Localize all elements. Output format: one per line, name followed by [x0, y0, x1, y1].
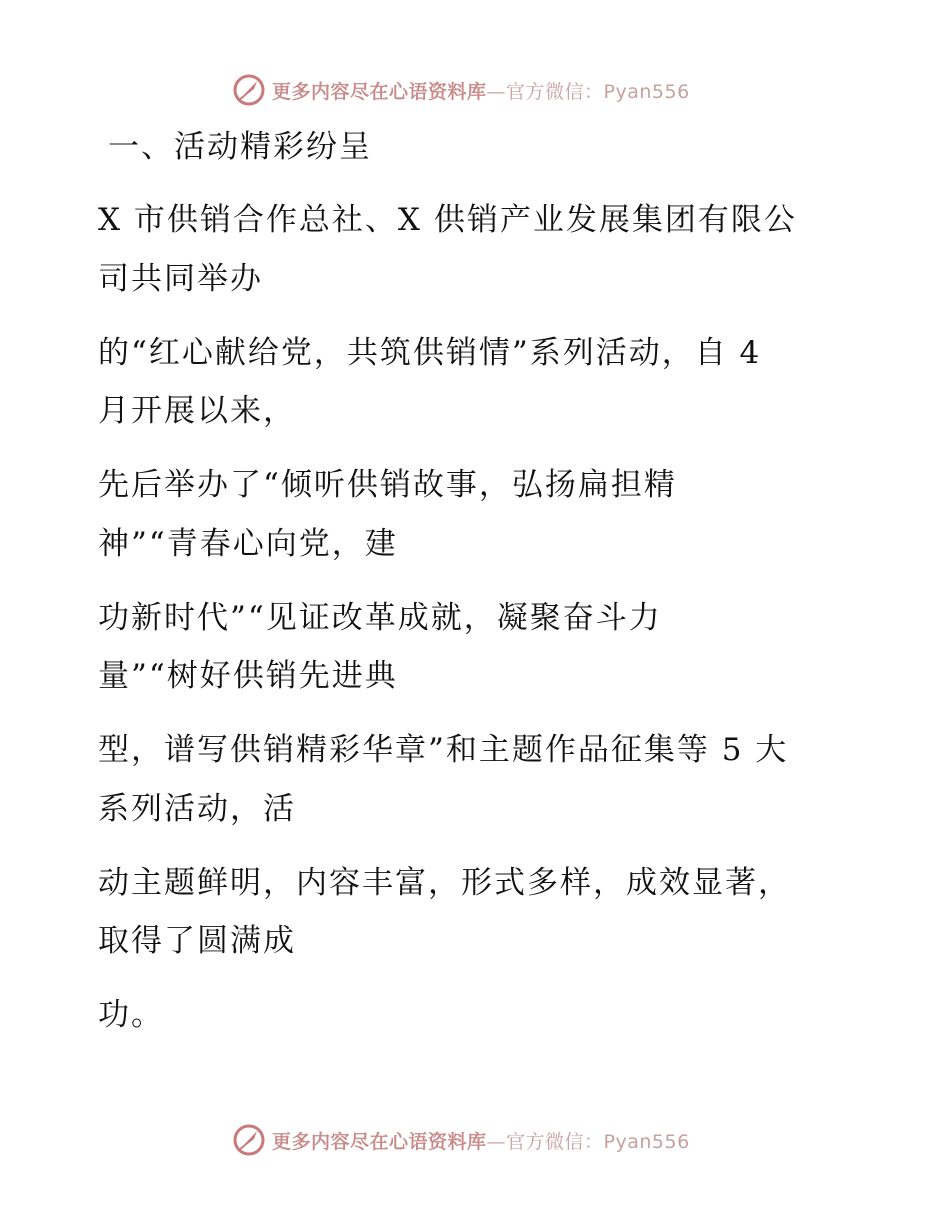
body-line-13: 功。	[98, 997, 164, 1033]
body-line-6: 神”“青春心向党，建	[98, 526, 398, 562]
banner-main-text: 更多内容尽在心语资料库	[272, 80, 487, 103]
header-banner	[232, 70, 712, 110]
section-heading: 一、活动精彩纷呈	[108, 129, 372, 165]
banner-dash: —	[486, 1130, 507, 1153]
body-line-2: 司共同举办	[98, 261, 263, 297]
body-line-8: 量”“树好供销先进典	[98, 658, 398, 694]
quill-pen-seal-icon	[232, 1123, 266, 1157]
banner-wechat-text: 官方微信：Pyan556	[506, 80, 690, 103]
body-line-4: 月开展以来，	[98, 393, 296, 429]
footer-banner	[232, 1120, 712, 1160]
banner-text	[272, 77, 690, 104]
body-line-5: 先后举办了“倾听供销故事，弘扬扁担精	[98, 467, 677, 503]
banner-text	[272, 1127, 690, 1154]
banner-main-text: 更多内容尽在心语资料库	[272, 1130, 487, 1153]
body-line-11: 动主题鲜明，内容丰富，形式多样，成效显著，	[98, 865, 791, 901]
body-line-10: 系列活动，活	[98, 791, 296, 827]
body-line-1: X 市供销合作总社、X 供销产业发展集团有限公	[98, 202, 797, 238]
body-line-12: 取得了圆满成	[98, 923, 296, 959]
banner-wechat-text: 官方微信：Pyan556	[506, 1130, 690, 1153]
banner-dash: —	[486, 80, 507, 103]
body-line-7: 功新时代”“见证改革成就，凝聚奋斗力	[98, 600, 662, 636]
body-line-3: 的“红心献给党，共筑供销情”系列活动，自 4	[98, 335, 762, 371]
quill-pen-seal-icon	[232, 73, 266, 107]
body-line-9: 型，谱写供销精彩华章”和主题作品征集等 5 大	[98, 732, 789, 768]
